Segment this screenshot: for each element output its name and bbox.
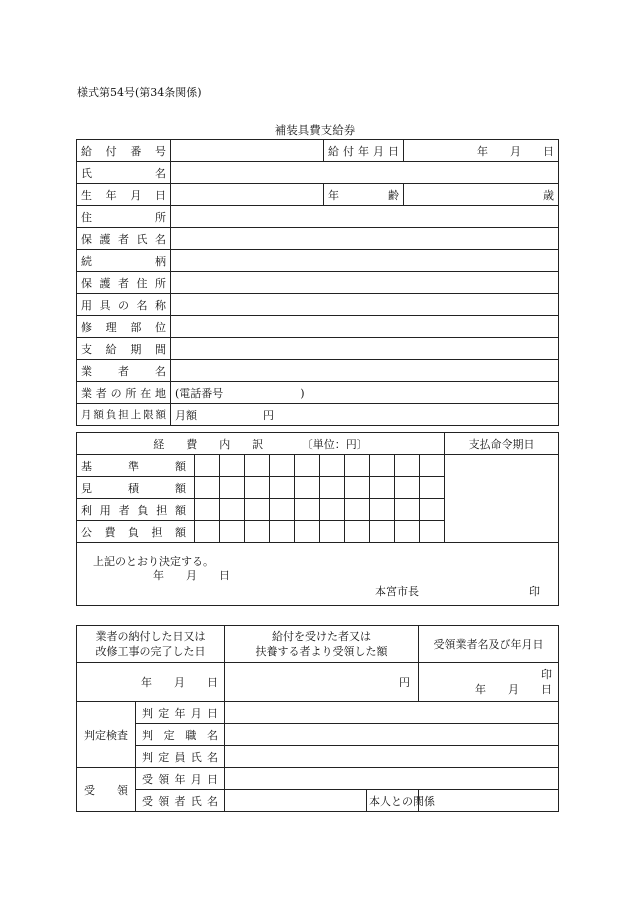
digit-cell[interactable] (220, 455, 245, 477)
value-shuri-bui[interactable] (171, 316, 559, 338)
table-row (77, 294, 559, 316)
form-title: 補装具費支給券 (274, 123, 356, 137)
label-shikyu-kikan: 支給期間 (77, 338, 171, 360)
decision-date[interactable]: 年 月 日 (153, 569, 230, 582)
digit-cell[interactable] (195, 455, 220, 477)
label-juryo-date: 受領年月日 (136, 768, 225, 790)
label-shimei: 氏名 (77, 162, 171, 184)
digit-cell[interactable] (370, 477, 395, 499)
table-row (77, 206, 559, 228)
value-relation[interactable] (419, 790, 559, 812)
label-kyufu-date: 給付年月日 (324, 140, 404, 162)
vendor-date: 年 月 日 (475, 683, 552, 696)
value-hantei-shoku[interactable] (225, 724, 559, 746)
digit-cell[interactable] (420, 455, 445, 477)
digit-cell[interactable] (345, 499, 370, 521)
table-row (77, 768, 559, 790)
receipt-amount[interactable]: 円 (225, 663, 419, 702)
expense-table (76, 432, 559, 543)
digit-cell[interactable] (220, 477, 245, 499)
receipt-header-2 (225, 626, 419, 663)
mayor-label: 本宮市長 (375, 585, 419, 598)
value-gyosha-mei[interactable] (171, 360, 559, 382)
decision-box (76, 543, 559, 606)
value-shimei[interactable] (171, 162, 559, 184)
value-denwa[interactable]: (電話番号 ) (171, 382, 559, 404)
digit-cell[interactable] (345, 477, 370, 499)
label-seinengappi: 生年月日 (77, 184, 171, 206)
digit-cell[interactable] (395, 499, 420, 521)
table-row (77, 140, 559, 162)
digit-cell[interactable] (270, 499, 295, 521)
table-row (77, 702, 559, 724)
table-row (77, 433, 559, 455)
receipt-header-1 (77, 626, 225, 663)
table-row (77, 724, 559, 746)
receipt-header-2-line1: 給付を受けた者又は (272, 630, 371, 643)
table-row (77, 272, 559, 294)
digit-cell[interactable] (220, 521, 245, 543)
digit-cell[interactable] (420, 521, 445, 543)
expense-label: 見積額 (77, 477, 195, 499)
table-row (77, 338, 559, 360)
table-row (77, 228, 559, 250)
digit-cell[interactable] (245, 455, 270, 477)
digit-cell[interactable] (395, 521, 420, 543)
value-seinengappi[interactable] (171, 184, 324, 206)
digit-cell[interactable] (195, 477, 220, 499)
label-gyosha-shozaichi: 業者の所在地 (77, 382, 171, 404)
label-nenrei: 年齢 (324, 184, 404, 206)
receipt-header-1-line1: 業者の納付した日又は (95, 630, 206, 643)
value-zokugara[interactable] (171, 250, 559, 272)
receipt-date[interactable]: 年 月 日 (77, 663, 225, 702)
value-yogu-meisho[interactable] (171, 294, 559, 316)
value-hogosha-shimei[interactable] (171, 228, 559, 250)
digit-cell[interactable] (370, 455, 395, 477)
digit-cell[interactable] (270, 477, 295, 499)
digit-cell[interactable] (245, 477, 270, 499)
digit-cell[interactable] (295, 499, 320, 521)
value-kyufu-date[interactable]: 年 月 日 (404, 140, 559, 162)
label-hantei-kensa: 判定検査 (77, 702, 136, 768)
voucher-table (76, 139, 559, 426)
label-zokugara: 続柄 (77, 250, 171, 272)
digit-cell[interactable] (270, 521, 295, 543)
digit-cell[interactable] (370, 521, 395, 543)
form-number: 様式第54号(第34条関係) (77, 86, 202, 99)
table-row (77, 404, 559, 426)
value-kyufu-bango[interactable] (171, 140, 324, 162)
digit-cell[interactable] (270, 455, 295, 477)
value-hantei-date[interactable] (225, 702, 559, 724)
mayor-seal: 印 (529, 585, 540, 598)
digit-cell[interactable] (320, 477, 345, 499)
digit-cell[interactable] (320, 499, 345, 521)
expense-label: 利用者負担額 (77, 499, 195, 521)
decision-text: 上記のとおり決定する。 (93, 555, 214, 568)
label-hogosha-shimei: 保護者氏名 (77, 228, 171, 250)
digit-cell[interactable] (345, 455, 370, 477)
digit-cell[interactable] (320, 455, 345, 477)
table-row (77, 250, 559, 272)
table-row (77, 663, 559, 702)
digit-cell[interactable] (370, 499, 395, 521)
digit-cell[interactable] (395, 455, 420, 477)
digit-cell[interactable] (295, 477, 320, 499)
value-juryo-date[interactable] (225, 768, 559, 790)
label-shuri-bui: 修理部位 (77, 316, 171, 338)
table-row (77, 626, 559, 663)
order-date-cell[interactable] (445, 455, 559, 543)
table-row (77, 162, 559, 184)
label-hantei-in: 判定員氏名 (136, 746, 225, 768)
order-date-header: 支払命令期日 (445, 433, 559, 455)
label-relation: 本人との関係 (367, 790, 419, 812)
digit-cell[interactable] (395, 477, 420, 499)
digit-cell[interactable] (295, 455, 320, 477)
label-kyufu-bango: 給付番号 (77, 140, 171, 162)
label-gyosha-mei: 業者名 (77, 360, 171, 382)
receipt-header-3: 受領業者名及び年月日 (419, 626, 559, 663)
value-jusho[interactable] (171, 206, 559, 228)
expense-label: 基準額 (77, 455, 195, 477)
table-row (77, 746, 559, 768)
label-hogosha-jusho: 保護者住所 (77, 272, 171, 294)
receipt-vendor[interactable] (419, 663, 559, 702)
label-hantei-date: 判定年月日 (136, 702, 225, 724)
table-row (77, 184, 559, 206)
table-row (77, 455, 559, 477)
receipt-header-1-line2: 改修工事の完了した日 (95, 645, 206, 658)
digit-cell[interactable] (420, 499, 445, 521)
digit-cell[interactable] (345, 521, 370, 543)
digit-cell[interactable] (420, 477, 445, 499)
label-juryo: 受 領 (77, 768, 136, 812)
digit-cell[interactable] (245, 521, 270, 543)
label-hantei-shoku: 判定職名 (136, 724, 225, 746)
value-nenrei[interactable]: 歳 (404, 184, 559, 206)
value-juryo-name[interactable] (225, 790, 367, 812)
digit-cell[interactable] (320, 521, 345, 543)
value-shikyu-kikan[interactable] (171, 338, 559, 360)
value-hogosha-jusho[interactable] (171, 272, 559, 294)
receipt-header-2-line2: 扶養する者より受領した額 (255, 645, 388, 658)
label-jusho: 住所 (77, 206, 171, 228)
expense-label: 公費負担額 (77, 521, 195, 543)
label-juryo-name: 受領者氏名 (136, 790, 225, 812)
digit-cell[interactable] (295, 521, 320, 543)
receipt-table (76, 625, 559, 812)
digit-cell[interactable] (220, 499, 245, 521)
vendor-seal: 印 (541, 668, 552, 681)
value-getsugaku[interactable]: 月額 円 (171, 404, 559, 426)
table-row (77, 316, 559, 338)
expense-header: 経 費 内 訳 〔単位：円〕 (77, 433, 445, 455)
digit-cell[interactable] (195, 499, 220, 521)
label-getsugaku: 月額負担上限額 (77, 404, 171, 426)
table-row (77, 790, 559, 812)
label-yogu-meisho: 用具の名称 (77, 294, 171, 316)
table-row (77, 360, 559, 382)
digit-cell[interactable] (195, 521, 220, 543)
table-row (77, 382, 559, 404)
value-hantei-in[interactable] (225, 746, 559, 768)
digit-cell[interactable] (245, 499, 270, 521)
